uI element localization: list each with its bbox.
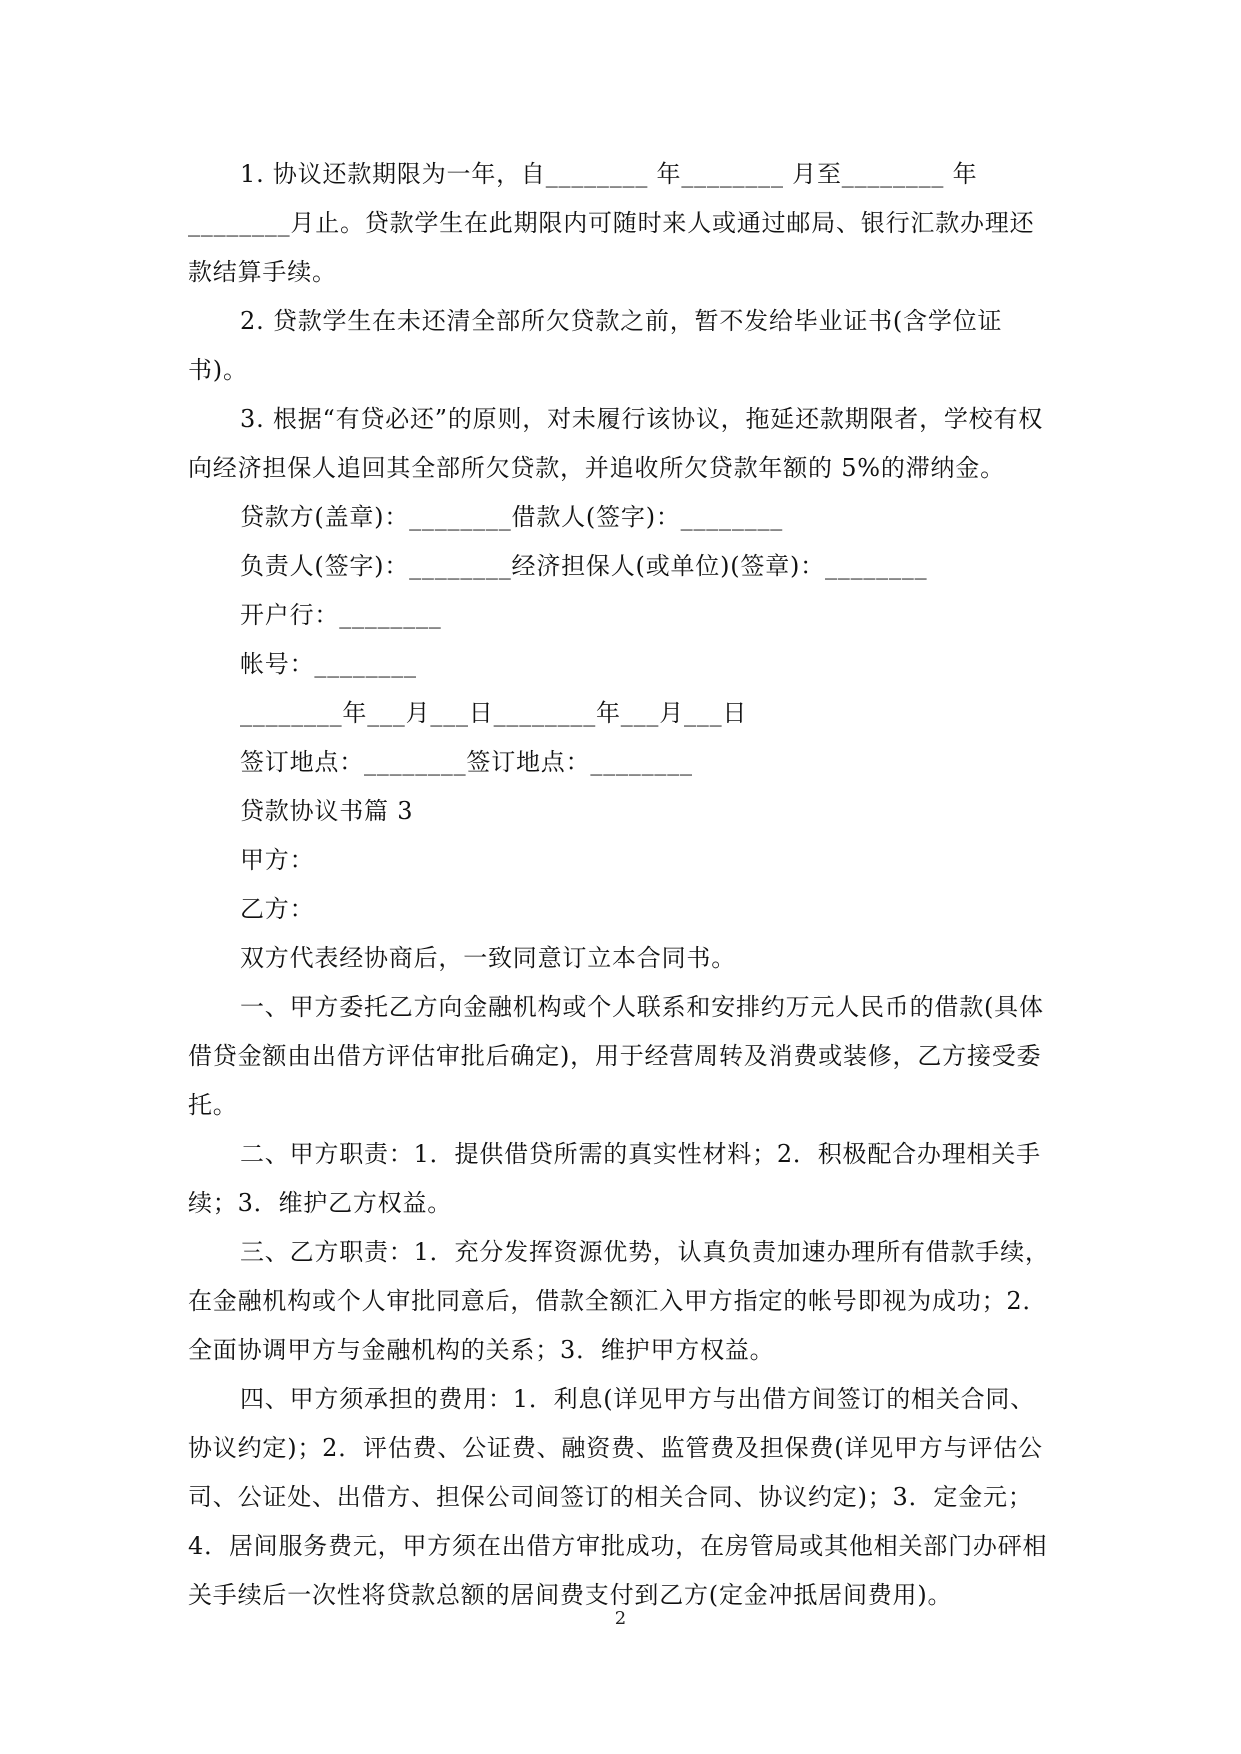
overdue-penalty-paragraph: 3. 根据“有贷必还”的原则，对未履行该协议，拖延还款期限者，学校有权向经济担保人追回其全部所欠贷款，并追收所欠贷款年额的 5%的滞纳金。 [188,405,1044,482]
clause-two-paragraph: 二、甲方职责：1．提供借贷所需的真实性材料；2．积极配合办理相关手续；3．维护乙方权益。 [188,1140,1041,1217]
bank-branch-line: 开户行：________ [240,601,442,629]
clause-one-paragraph: 一、甲方委托乙方向金融机构或个人联系和安排约万元人民币的借款(具体借贷金额由出借方评估审批后确定)，用于经营周转及消费或装修，乙方接受委托。 [188,993,1044,1119]
clause-three-paragraph: 三、乙方职责：1．充分发挥资源优势，认真负责加速办理所有借款手续，在金融机构或个人审批同意后，借款全额汇入甲方指定的帐号即视为成功；2．全面协调甲方与金融机构的关系；3．维护甲方权益。 [188,1238,1050,1364]
signing-location-line: 签订地点：________签订地点：________ [240,748,693,776]
account-number-line: 帐号：________ [240,650,417,678]
guarantor-signature-line: 负责人(签字)：________经济担保人(或单位)(签章)：________ [240,552,928,580]
agreement-intro-paragraph: 双方代表经协商后，一致同意订立本合同书。 [240,944,736,972]
date-line: ________年___月___日________年___月___日 [240,699,748,727]
party-a-line: 甲方： [240,846,315,874]
repayment-term-paragraph: 1. 协议还款期限为一年，自________ 年________ 月至________ 年________月止。贷款学生在此期限内可随时来人或通过邮局、银行汇款办理还款结算手续。 [188,160,1035,286]
section-heading: 贷款协议书篇 3 [240,797,414,825]
certificate-withholding-paragraph: 2. 贷款学生在未还清全部所欠贷款之前，暂不发给毕业证书(含学位证书)。 [188,307,1003,384]
page-number: 2 [614,1608,627,1629]
document-body [188,150,1058,1620]
lender-borrower-signature-line: 贷款方(盖章)：________借款人(签字)：________ [240,503,784,531]
party-b-line: 乙方： [240,895,315,923]
clause-four-paragraph: 四、甲方须承担的费用：1．利息(详见甲方与出借方间签订的相关合同、协议约定)；2．评估费、公证费、融资费、监管费及担保费(详见甲方与评估公司、公证处、出借方、担保公司间签订的相关合同、协议约定)；3．定金元；4．居间服务费元，甲方须在出借方审批成功，在房管局或其他相关部门办砰相关手续后一次性将贷款总额的居间费支付到乙方(定金冲抵居间费用)。 [188,1385,1048,1609]
